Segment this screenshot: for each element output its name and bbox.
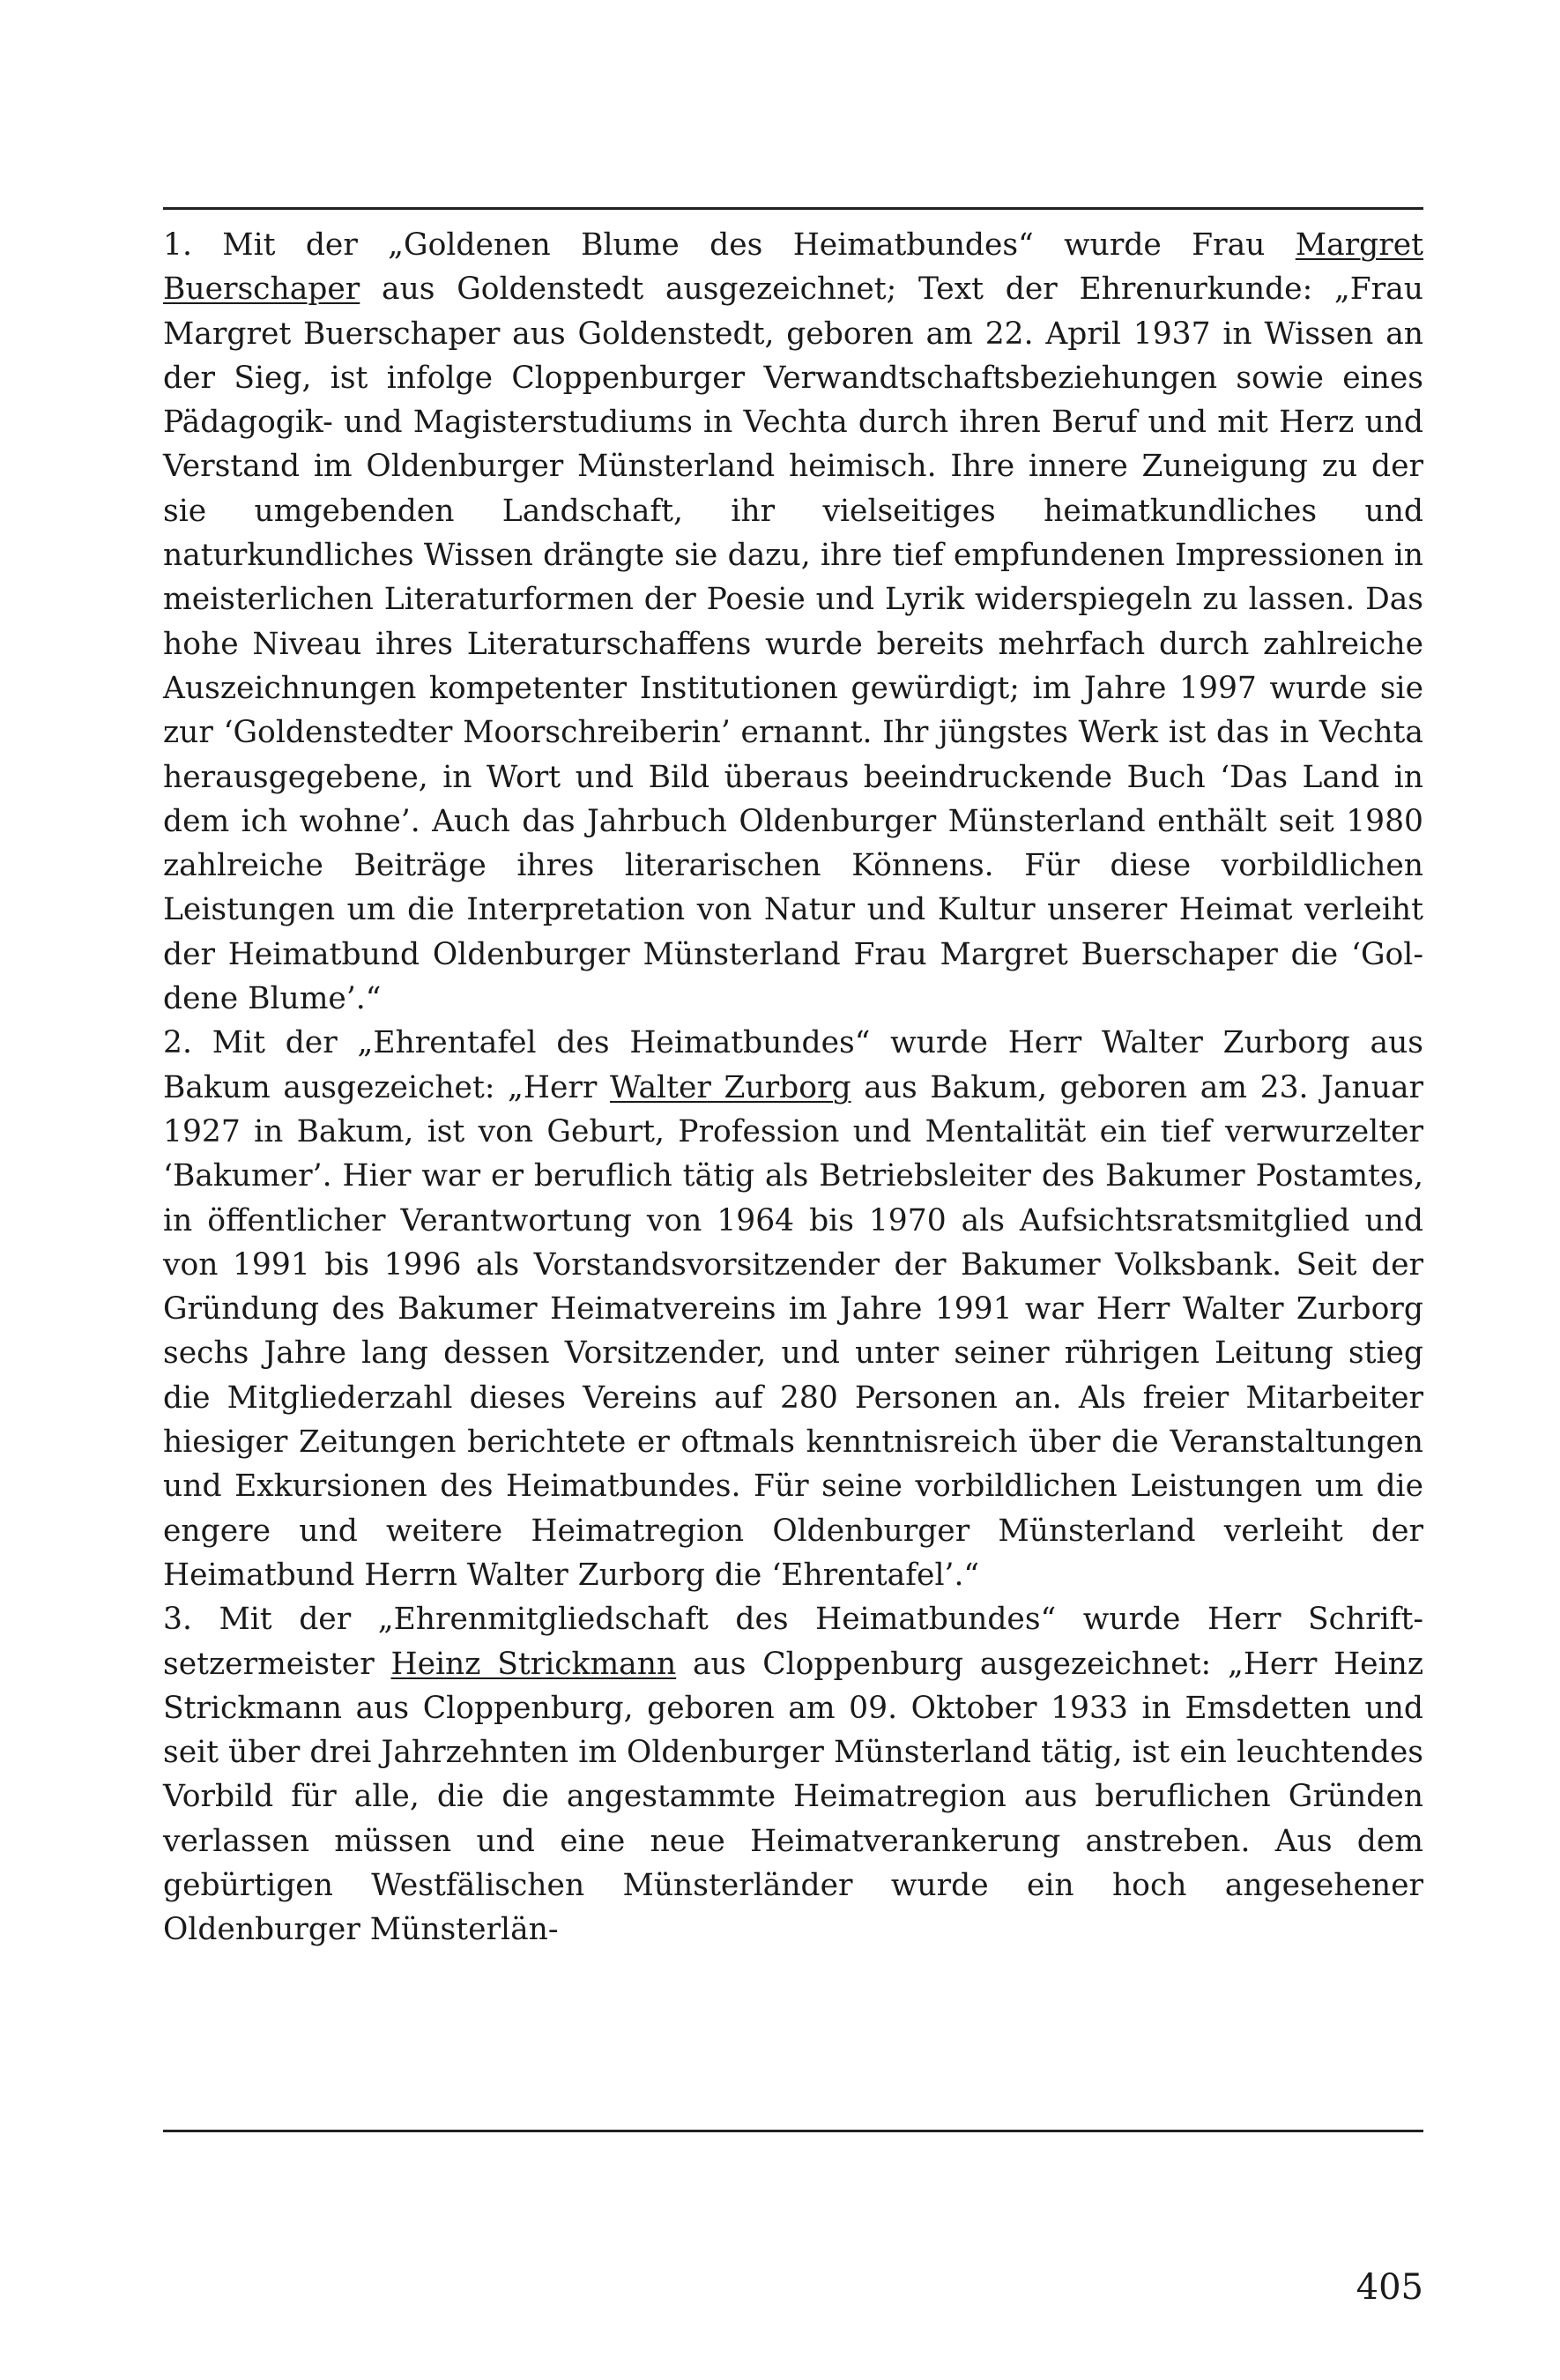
- page-number: 405: [1356, 2267, 1423, 2308]
- text-segment: aus Cloppenburg ausgezeichnet: „Herr Heinz Strickmann aus Cloppenburg, geboren am 09. Oktober 1933 in Emsdetten und seit über drei Jahrzehnten im Oldenburger Münsterland tätig, ist ein leuchtendes Vorbild für alle, die die angestammte Heimatregion aus beruflichen Gründen verlassen müssen und eine neue Heimatverankerung anstreben. Aus dem gebürtigen Westfälischen Münsterländer wurde ein hoch angesehener Oldenburger Münsterlän-: [163, 1646, 1424, 1948]
- paragraph-3: [163, 1597, 1423, 1952]
- paragraph-1: [163, 223, 1423, 1021]
- paragraph-2: [163, 1021, 1423, 1597]
- text-segment: aus Bakum, geboren am 23. Januar 1927 in Bakum, ist von Geburt, Profession und Mentalität ein tief verwurzelter ‘Bakumer’. Hier war er beruflich tätig als Betriebsleiter des Bakumer Postamtes, in öffentlicher Verantwortung von 1964 bis 1970 als Aufsichtsratsmitglied und von 1991 bis 1996 als Vorstandsvorsitzender der Bakumer Volksbank. Seit der Gründung des Bakumer Heimatvereins im Jahre 1991 war Herr Walter Zurborg sechs Jahre lang dessen Vorsitzender, und unter seiner rührigen Leitung stieg die Mitgliederzahl dieses Vereins auf 280 Personen an. Als freier Mitarbeiter hiesiger Zeitungen berichtete er oftmals kenntnisreich über die Veranstaltungen und Exkursionen des Heimatbundes. Für seine vorbildlichen Leistungen um die engere und weitere Heimatregion Oldenburger Münsterland verleiht der Heimatbund Herrn Walter Zurborg die ‘Ehrentafel’.“: [163, 1069, 1423, 1593]
- text-segment: 3. Mit der „Ehrenmitgliedschaft des Heimatbundes“ wurde Herr Schriftsetzermeister: [163, 1602, 1423, 1682]
- text-segment: 1. Mit der „Goldenen Blume des Heimatbundes“ wurde Frau: [163, 227, 1296, 263]
- top-rule: [163, 207, 1423, 210]
- honoree-name-underlined: Margret Buerschaper: [163, 227, 1423, 308]
- body-text: [163, 223, 1423, 1952]
- bottom-rule: [163, 2130, 1423, 2132]
- text-segment: aus Goldenstedt ausgezeichnet; Text der Ehrenurkunde: „Frau Margret Buerschaper aus Goldenstedt, geboren am 22. April 1937 in Wissen an der Sieg, ist infolge Cloppenburger Verwandtschaftsbeziehungen sowie eines Pädagogik- und Magisterstudiums in Vechta durch ihren Beruf und mit Herz und Verstand im Oldenburger Münsterland heimisch. Ihre innere Zuneigung zu der sie umgebenden Landschaft, ihr vielseitiges heimatkundliches und naturkundliches Wissen drängte sie dazu, ihre tief empfundenen Impressionen in meisterlichen Literaturformen der Poesie und Lyrik widerspiegeln zu lassen. Das hohe Niveau ihres Literaturschaffens wurde bereits mehrfach durch zahlreiche Auszeichnungen kompetenter Institutionen gewürdigt; im Jahre 1997 wurde sie zur ‘Goldenstedter Moorschreiberin’ ernannt. Ihr jüngstes Werk ist das in Vechta herausgegebene, in Wort und Bild überaus beeindruckende Buch ‘Das Land in dem ich wohne’. Auch das Jahrbuch Oldenburger Münsterland enthält seit 1980 zahlreiche Beiträge ihres literarischen Könnens. Für diese vorbildlichen Leistungen um die Interpretation von Natur und Kultur unserer Heimat verleiht der Heimatbund Oldenburger Münsterland Frau Margret Buerschaper die ‘Goldene Blume’.“: [163, 271, 1423, 1017]
- text-segment: 2. Mit der „Ehrentafel des Heimatbundes“ wurde Herr Walter Zurborg aus Bakum ausgezeichet: „Herr: [163, 1025, 1423, 1105]
- honoree-name-underlined: Walter Zurborg: [610, 1069, 851, 1105]
- honoree-name-underlined: Heinz Strickmann: [390, 1646, 677, 1682]
